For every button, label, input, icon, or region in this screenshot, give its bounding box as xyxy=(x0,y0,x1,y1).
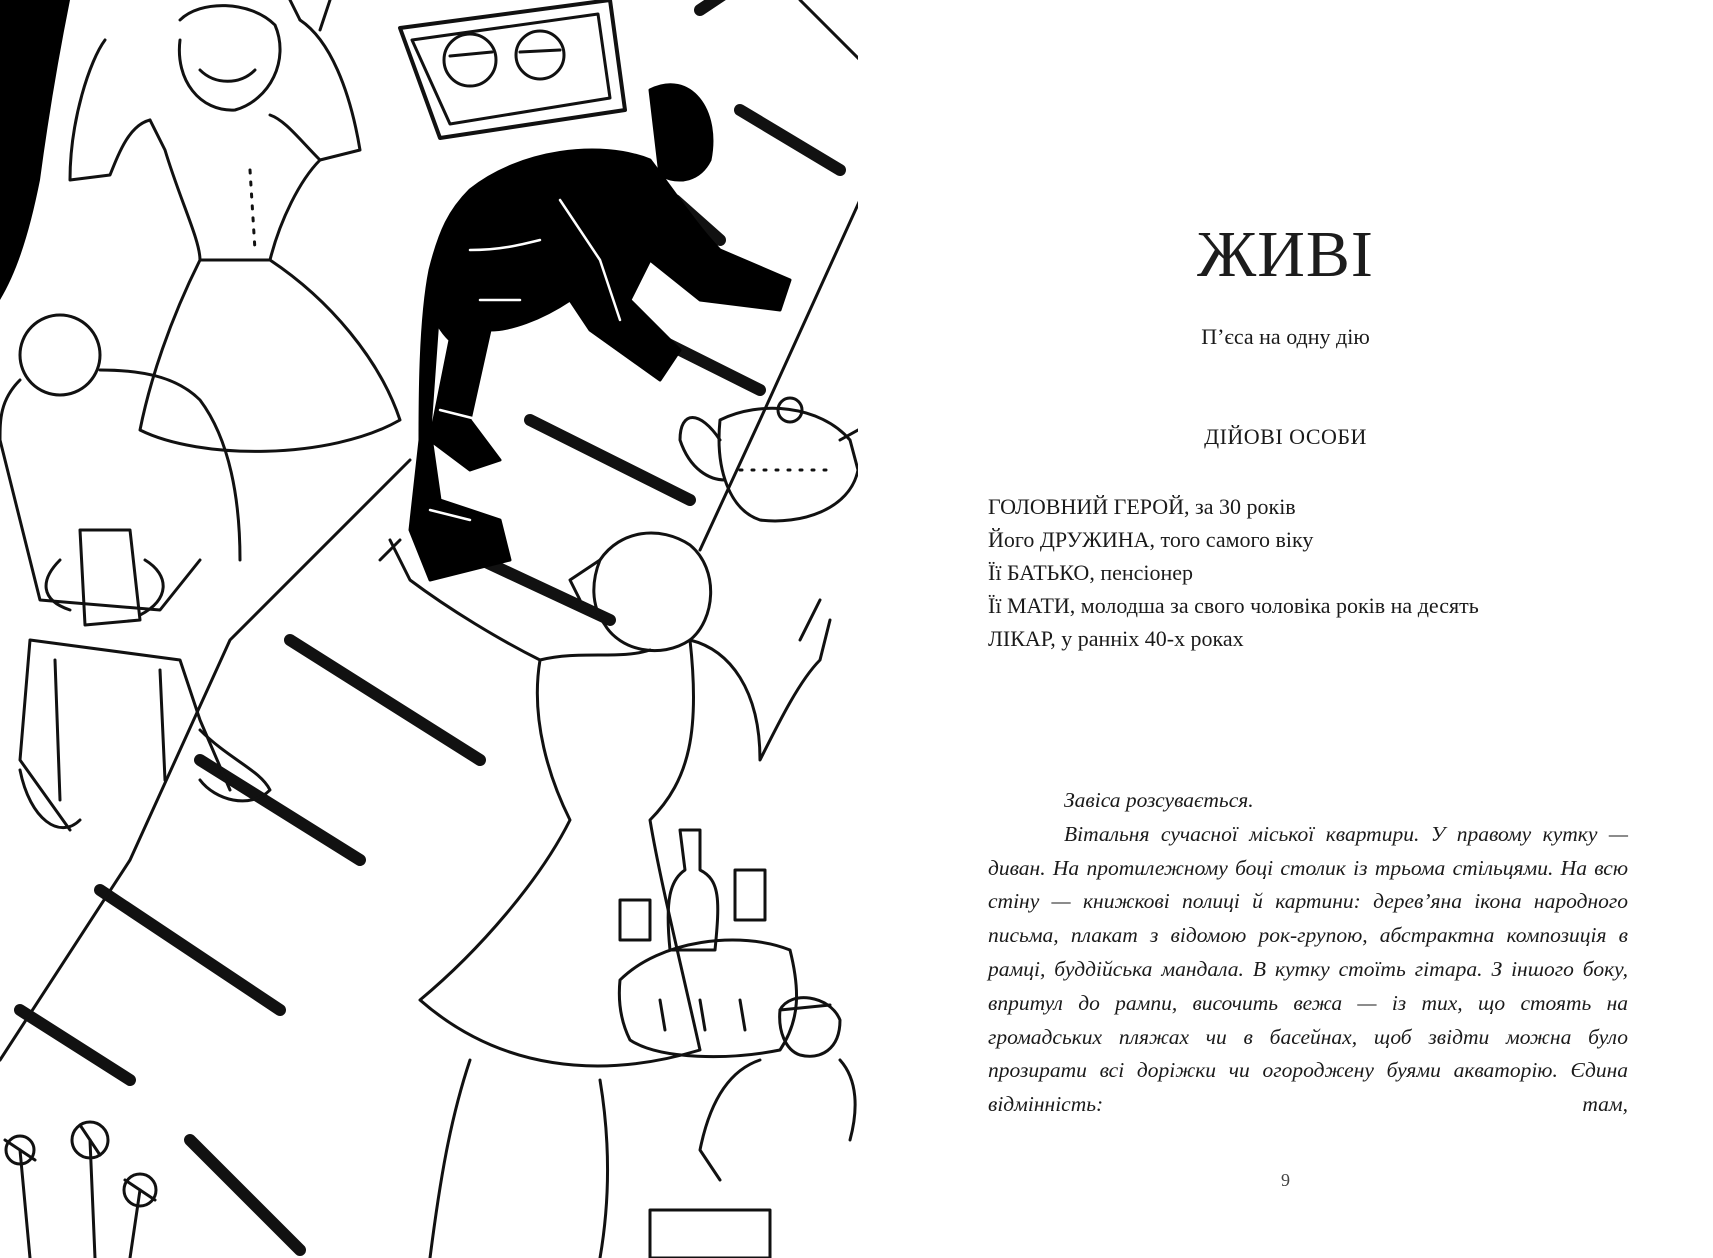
cast-item: ЛІКАР, у ранніх 40-х роках xyxy=(988,626,1244,651)
play-title: ЖИВІ xyxy=(1197,218,1374,291)
side-table-with-bottle xyxy=(619,830,796,1057)
cast-list xyxy=(988,490,1608,655)
cast-item: Його ДРУЖИНА, того самого віку xyxy=(988,527,1314,552)
black-backdrop-shape xyxy=(0,0,70,300)
flowers xyxy=(5,1122,156,1258)
cast-item: Її БАТЬКО, пенсіонер xyxy=(988,560,1194,585)
page-number: 9 xyxy=(1281,1170,1290,1190)
framed-portrait xyxy=(400,0,625,138)
woman-figure xyxy=(70,0,400,451)
stage-direction-curtain: Завіса розсувається. xyxy=(1064,788,1254,812)
stage-directions xyxy=(988,784,1628,1122)
man-with-cap-figure xyxy=(650,998,855,1258)
stage-direction-setting: Вітальня сучасної міської квартири. У правому кутку — диван. На протилежному боці столик із трьома стільцями. На всю стіну — книжкові полиці й картини: дерев’яна ікона народного письма, плакат з відомою рок-групою, абстрактна композиція в рамці, буддійська мандала. В кутку стоїть гітара. З іншого боку, впритул до рампи, височить вежа — із тих, що стоять на громадських пляжах чи в басейнах, щоб звідти можна було прозирати всі доріжки чи огороджену буями акваторію. Єдина відмінність: там, xyxy=(988,821,1628,1117)
seated-man-figure xyxy=(0,315,270,830)
cast-item: ГОЛОВНИЙ ГЕРОЙ, за 30 років xyxy=(988,494,1296,519)
cast-item: Її МАТИ, молодша за свого чоловіка років на десять xyxy=(988,593,1479,618)
cast-heading: ДІЙОВІ ОСОБИ xyxy=(1204,424,1367,449)
climbing-man-silhouette xyxy=(410,85,790,580)
dancing-woman-figure xyxy=(380,533,830,1258)
text-page xyxy=(858,0,1713,1258)
ladder xyxy=(20,0,840,1250)
play-subtitle: П’єса на одну дію xyxy=(1201,324,1370,349)
teapot xyxy=(680,398,858,521)
